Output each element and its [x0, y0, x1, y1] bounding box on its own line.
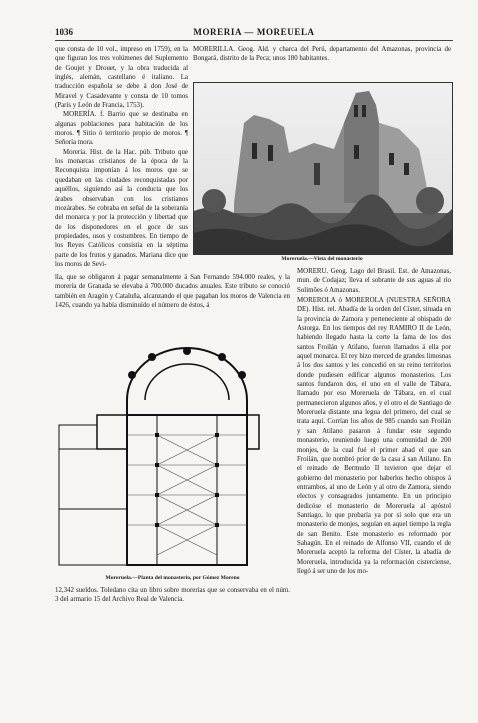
entry-paragraph: que consta de 10 vol., impreso en 1759), en la que figuran los tres volúmenes del Suplemento de Goujet y Drouet, y la obra traducida al inglés, alemán, castellano é italiano. La traducción española se debe á don José de Miravel y Casadevante y consta de 10 tomos (París y León de Francia, 1753). [55, 46, 188, 110]
entry-moreru: MORERU. Geog. Lago del Brasil. Est. de Amazonas, mun. de Codajaz; lleva el sobrante de sus aguas al río Solimões ó Amazonas. [297, 268, 451, 294]
floor-plan-drawing [57, 345, 262, 572]
right-column-top [193, 45, 451, 79]
plan-caption: Moreruela.—Planta del monasterio, por Gómez Moreno [105, 575, 240, 581]
page-header [55, 27, 453, 39]
header-rule [55, 40, 453, 41]
entry-continuation-bottom: 12,342 sueldos. Toledano cita un libro sobre morerías que se conservaba en el núm. 3 del armario 15 del Archivo Real de Valencia. [55, 587, 290, 604]
left-column-bottom [55, 586, 290, 616]
running-title: MORERIA — MOREUELA [193, 27, 315, 37]
entry-morerilla: MORERILLA. Geog. Ald. y charca del Perú, departamento del Amazonas, provincia de Bongará, distrito de la Peca; unos 180 habitantes. [193, 46, 451, 63]
entry-morerola: MOREROLA ó MOREROLA (NUESTRA SEÑORA DE). Hist. rel. Abadía de la orden del Císter, situada en la provincia de Zamora y perteneciente al obispado de Astorga. En los tiempos del rey RAMIRO II de León, habiendo llegado hasta la corte la fama de los dos santos Froilán y Atilano, fueron llamados á ella por aquel monarca. El rey hizo merced de grandes limosnas á los dos santos y les concedió en su reino territorios donde pudiesen edificar algunos monasterios. Los santos fundaron dos, el uno en el valle de Tábara, llamado por eso Moreruela de Tábara, en el cual permanecieron algunos años, y el otro el de Santiago de Moreruela distante una legua del primero, del cual se trata aquí. Corrían los años de 985 cuando san Froilán y san Atilano pasaron á fundar este segundo monasterio, reuniendo luego una comunidad de 200 monjes, de la cual fué el primer abad el que san Froilán, que nombró prior de la casa á san Atilano. En el reinado de Bermudo II tuvieron que dejar el gobierno del monasterio por haberlos hecho obispos á entrambos, al uno de León y al otro de Zamora, siendo electos y consagrados juntamente. En un principio dedicóse el monasterio de Moreruela al apóstol Santiago, lo que probaría ya por sí solo que era un monasterio de monjes, seguían en aquel tiempo la regla de san Benito. Este monasterio es reformado por Sahagún. En el reinado de Alfonso VII, cuando el de Moreruela aceptó la reforma del Císter, la abadía de Moreruela, introducida ya la reformación cisterciense, llegó á ser uno de los mo- [297, 297, 451, 575]
wide-text-block [55, 273, 290, 328]
monastery-photo [193, 82, 453, 255]
right-column-main [297, 296, 451, 712]
entry-continuation: lla, que se obligaron á pagar semanalmente á San Fernando 594.000 reales, y la morería de Granada se elevaba á 700.000 ducados anuales. Este tributo se conoció también en Aragón y Cataluña, alcanzando el que pagaban los moros de Valencia en 1426, cuando ya había disminuído el número de éstos, á [55, 274, 290, 310]
photo-caption: Moreruela.—Vista del monasterio [281, 256, 363, 262]
entry-moreria-hist: Morería. Hist. de la Hac. púb. Tributo que los monarcas cristianos de la época de la Reconquista imponían á los moros que se quedaban en las ciudades reconquistadas por aquéllos, siguiendo así la conducta que los árabes observaban con los cristianos mozárabes. Se cobraba en señal de la soberanía del monarca y por la protección y libertad que de los disponedores en el goce de sus propiedades, usos y costumbres. En tiempo de los Reyes Católicos consistía en la séptima parte de los frutos y ganados. Mariana dice que los moros de Sevi- [55, 148, 188, 268]
page-number: 1036 [55, 27, 73, 37]
left-column-top [55, 45, 188, 270]
right-column-mid [297, 267, 451, 295]
monastery-photo-drawing [194, 83, 452, 254]
monastery-floor-plan [57, 345, 262, 572]
entry-moreria: MORERÍA. f. Barrio que se destinaba en algunas poblaciones para habitación de los moros. ¶ Sitio ó territorio propio de moros. ¶ Señoría mora. [55, 111, 188, 147]
